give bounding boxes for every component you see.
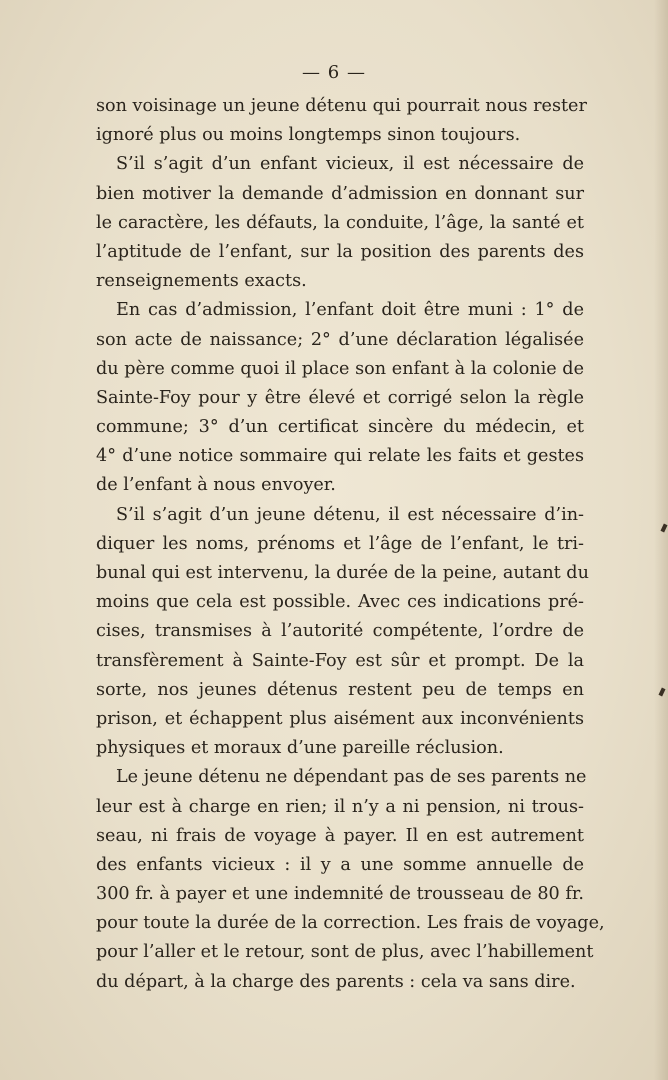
text-line: des enfants vicieux : il y a une somme annuelle de	[96, 854, 584, 875]
text-line: ignoré plus ou moins longtemps sinon toujours.	[96, 125, 521, 146]
body-text	[96, 92, 605, 997]
text-line: pour toute la durée de la correction. Les frais de voyage,	[96, 913, 605, 934]
paragraph-start-line: En cas d’admission, l’enfant doit être muni : 1° de	[116, 300, 584, 321]
text-line: du départ, à la charge des parents : cela va sans dire.	[96, 971, 576, 992]
text-line: moins que cela est possible. Avec ces indications pré-	[96, 592, 584, 613]
text-line: bien motiver la demande d’admission en donnant sur	[96, 183, 584, 204]
text-line: leur est à charge en rien; il n’y a ni pension, ni trous-	[96, 796, 584, 817]
paragraph-start-line: S’il s’agit d’un enfant vicieux, il est nécessaire de	[116, 154, 584, 175]
text-line: l’aptitude de l’enfant, sur la position des parents des	[96, 241, 584, 262]
text-line: son acte de naissance; 2° d’une déclaration légalisée	[96, 329, 584, 350]
text-line: seau, ni frais de voyage à payer. Il en est autrement	[96, 825, 584, 846]
page-number: — 6 —	[302, 62, 366, 83]
text-line: diquer les noms, prénoms et l’âge de l’enfant, le tri-	[96, 533, 584, 554]
text-line: physiques et moraux d’une pareille réclusion.	[96, 738, 504, 759]
text-line: cises, transmises à l’autorité compétente, l’ordre de	[96, 621, 584, 642]
text-line: sorte, nos jeunes détenus restent peu de temps en	[96, 679, 584, 700]
text-line: pour l’aller et le retour, sont de plus, avec l’habillement	[96, 942, 594, 963]
text-line: renseignements exacts.	[96, 271, 307, 292]
text-line: du père comme quoi il place son enfant à la colonie de	[96, 358, 584, 379]
paragraph-start-line: S’il s’agit d’un jeune détenu, il est nécessaire d’in-	[116, 504, 584, 525]
text-line: bunal qui est intervenu, la durée de la peine, autant du	[96, 563, 589, 583]
page-edge-shadow	[654, 0, 668, 1080]
text-line: de l’enfant à nous envoyer.	[96, 475, 336, 496]
text-line: son voisinage un jeune détenu qui pourrait nous rester	[96, 96, 587, 116]
text-line: 4° d’une notice sommaire qui relate les faits et gestes	[96, 446, 584, 467]
text-line: 300 fr. à payer et une indemnité de trousseau de 80 fr.	[96, 884, 584, 905]
text-line: Sainte-Foy pour y être élevé et corrigé selon la règle	[96, 387, 584, 408]
paragraph-start-line: Le jeune détenu ne dépendant pas de ses parents ne	[116, 767, 587, 788]
text-line: le caractère, les défauts, la conduite, l’âge, la santé et	[96, 212, 584, 233]
text-line: transfèrement à Sainte-Foy est sûr et prompt. De la	[96, 650, 584, 671]
text-line: prison, et échappent plus aisément aux inconvénients	[96, 708, 584, 729]
text-line: commune; 3° d’un certificat sincère du médecin, et	[96, 417, 584, 438]
